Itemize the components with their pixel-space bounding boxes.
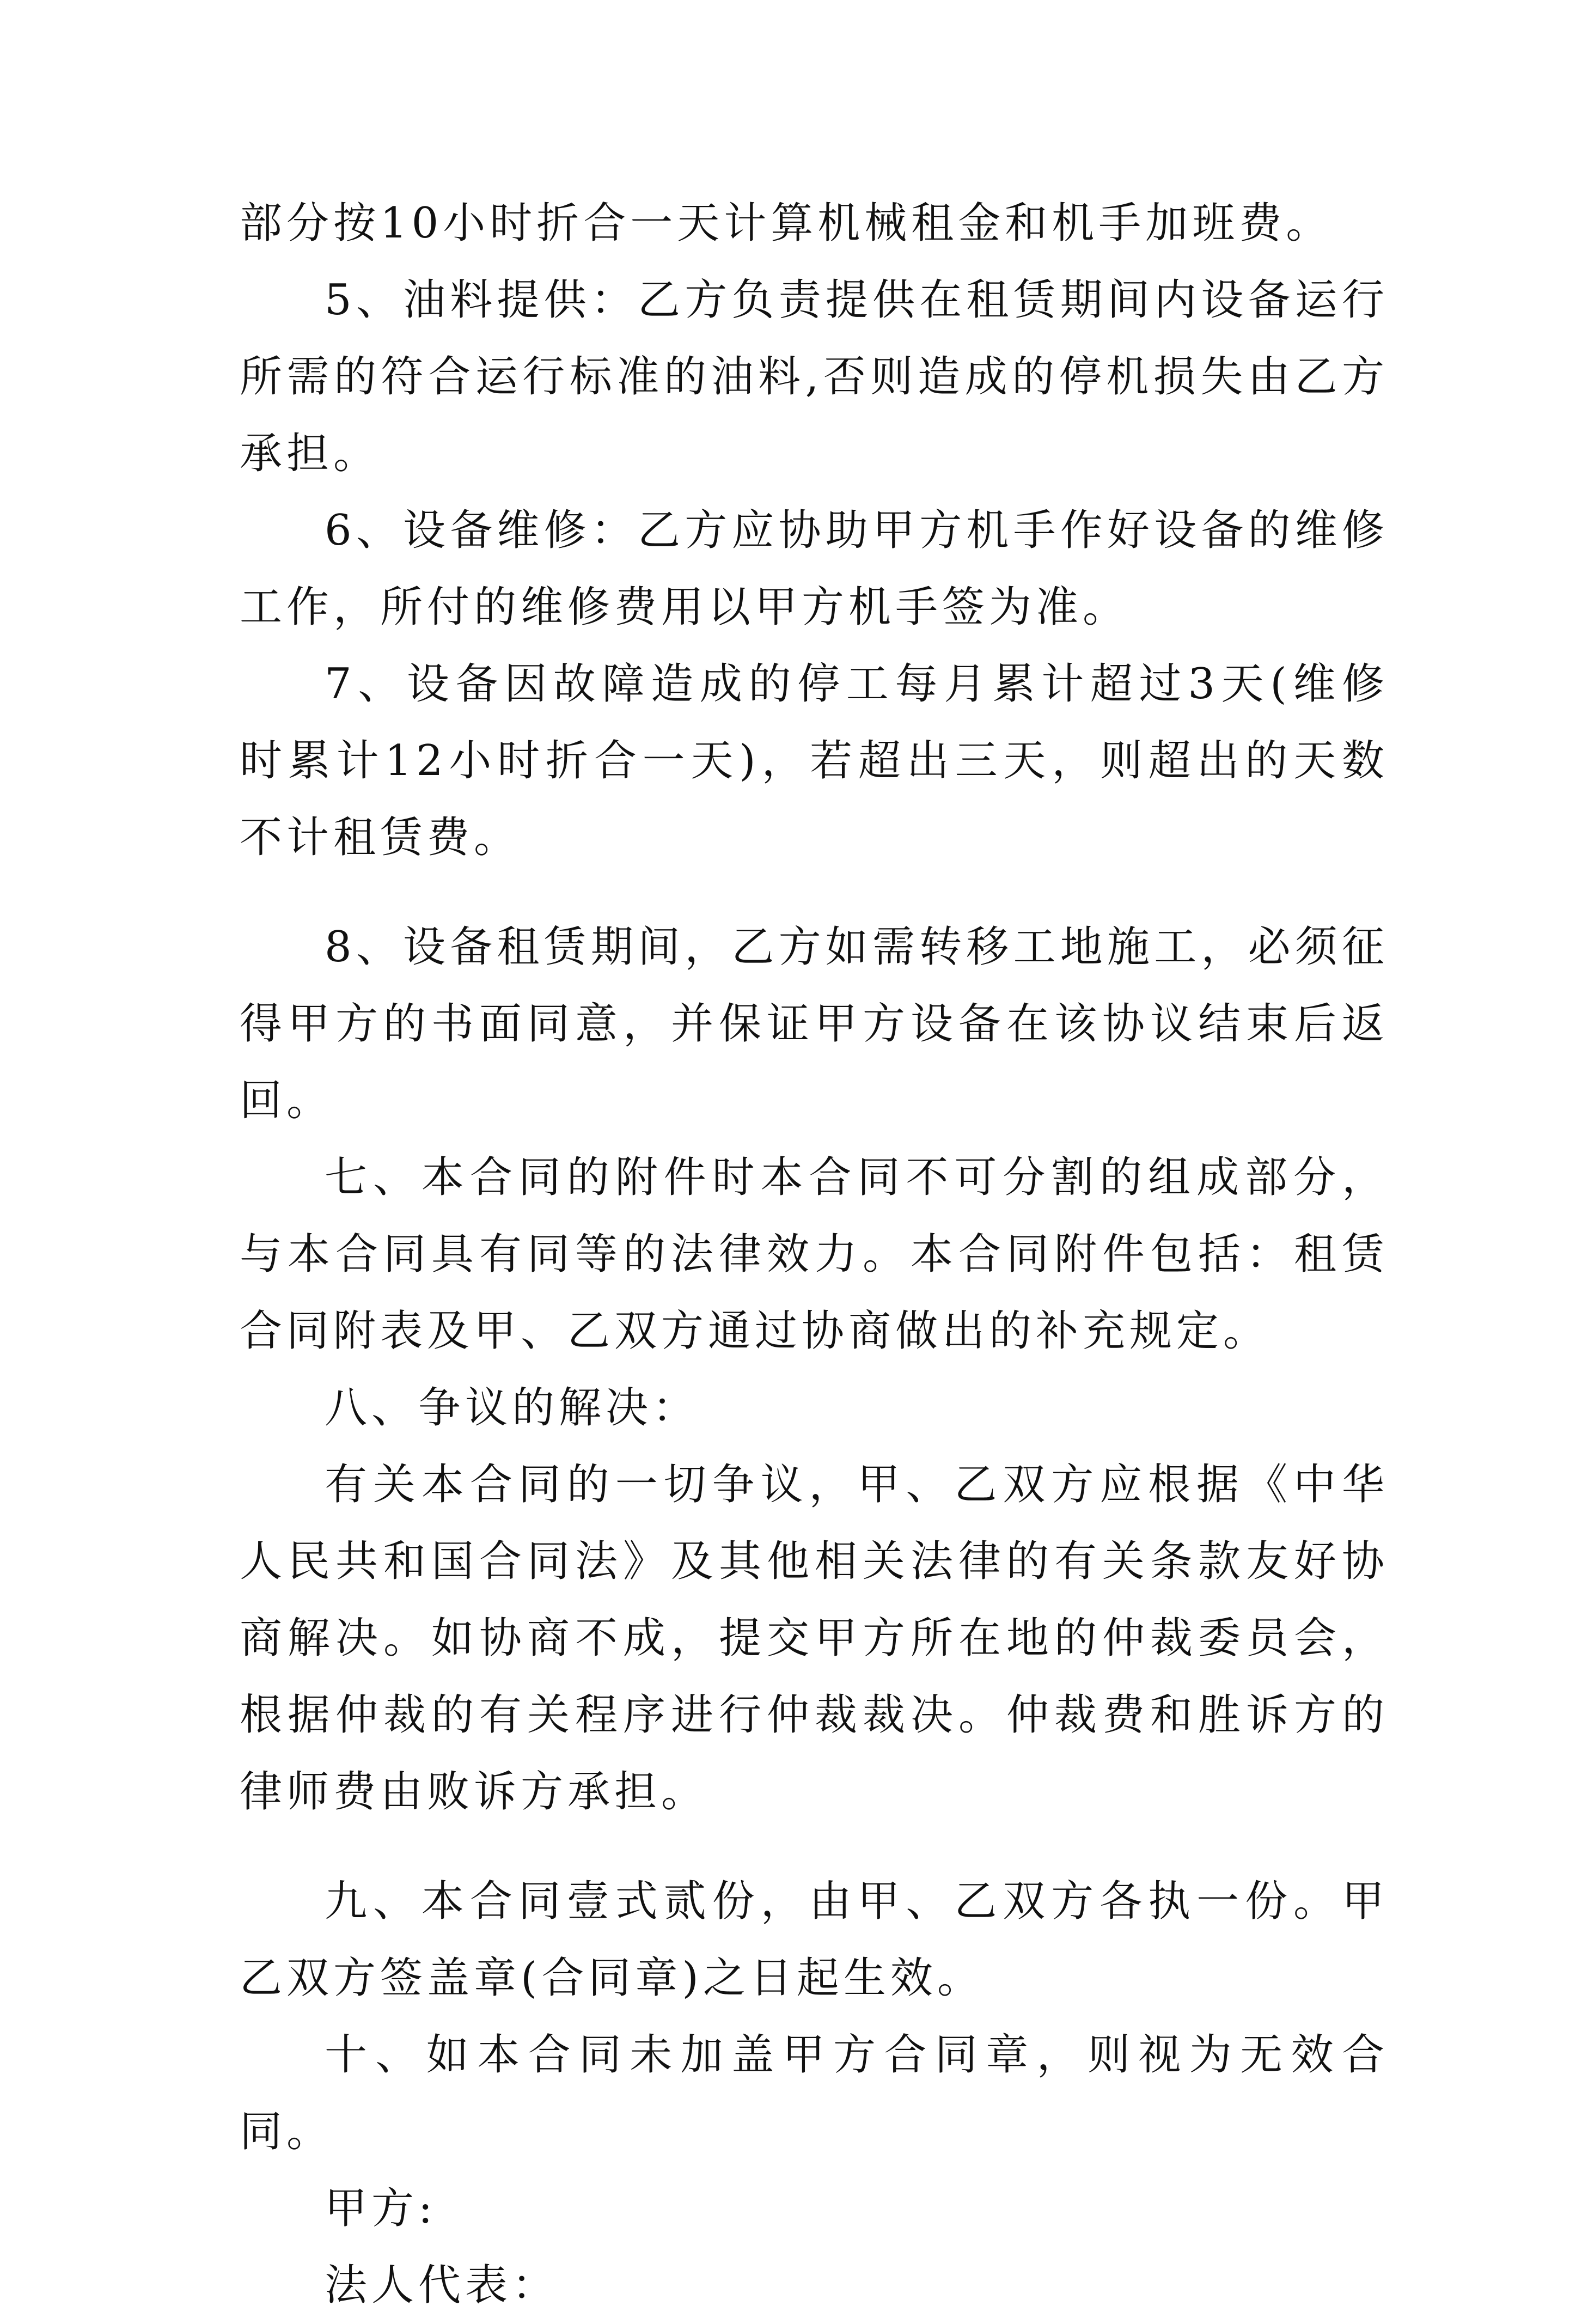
paragraph-3: 6、设备维修：乙方应协助甲方机手作好设备的维修工作，所付的维修费用以甲方机手签为准。 <box>240 506 1389 632</box>
paragraph-6: 七、本合同的附件时本合同不可分割的组成部分，与本合同具有同等的法律效力。本合同附件包括：租赁合同附表及甲、乙双方通过协商做出的补充规定。 <box>240 1153 1389 1356</box>
party-a-label: 甲方: <box>325 2184 437 2233</box>
paragraph-2: 5、油料提供：乙方负责提供在租赁期间内设备运行所需的符合运行标准的油料,否则造成的停机损失由乙方承担。 <box>240 276 1389 478</box>
paragraph-9: 九、本合同壹式贰份，由甲、乙双方各执一份。甲乙双方签盖章(合同章)之日起生效。 <box>240 1877 1389 2003</box>
legal-representative-label: 法人代表： <box>325 2261 559 2310</box>
paragraph-1: 部分按10小时折合一天计算机械租金和机手加班费。 <box>240 199 1333 248</box>
paragraph-5: 8、设备租赁期间，乙方如需转移工地施工，必须征得甲方的书面同意，并保证甲方设备在该协议结束后返回。 <box>240 923 1389 1125</box>
paragraph-10: 十、如本合同未加盖甲方合同章，则视为无效合同。 <box>240 2030 1389 2156</box>
document-body <box>240 185 1389 2324</box>
paragraph-7: 八、争议的解决： <box>325 1383 700 1432</box>
paragraph-4: 7、设备因故障造成的停工每月累计超过3天(维修时累计12小时折合一天)，若超出三天，则超出的天数不计租赁费。 <box>240 660 1389 862</box>
paragraph-8: 有关本合同的一切争议，甲、乙双方应根据《中华人民共和国合同法》及其他相关法律的有关条款友好协商解决。如协商不成，提交甲方所在地的仲裁委员会，根据仲裁的有关程序进行仲裁裁决。仲裁费和胜诉方的律师费由败诉方承担。 <box>240 1460 1389 1816</box>
